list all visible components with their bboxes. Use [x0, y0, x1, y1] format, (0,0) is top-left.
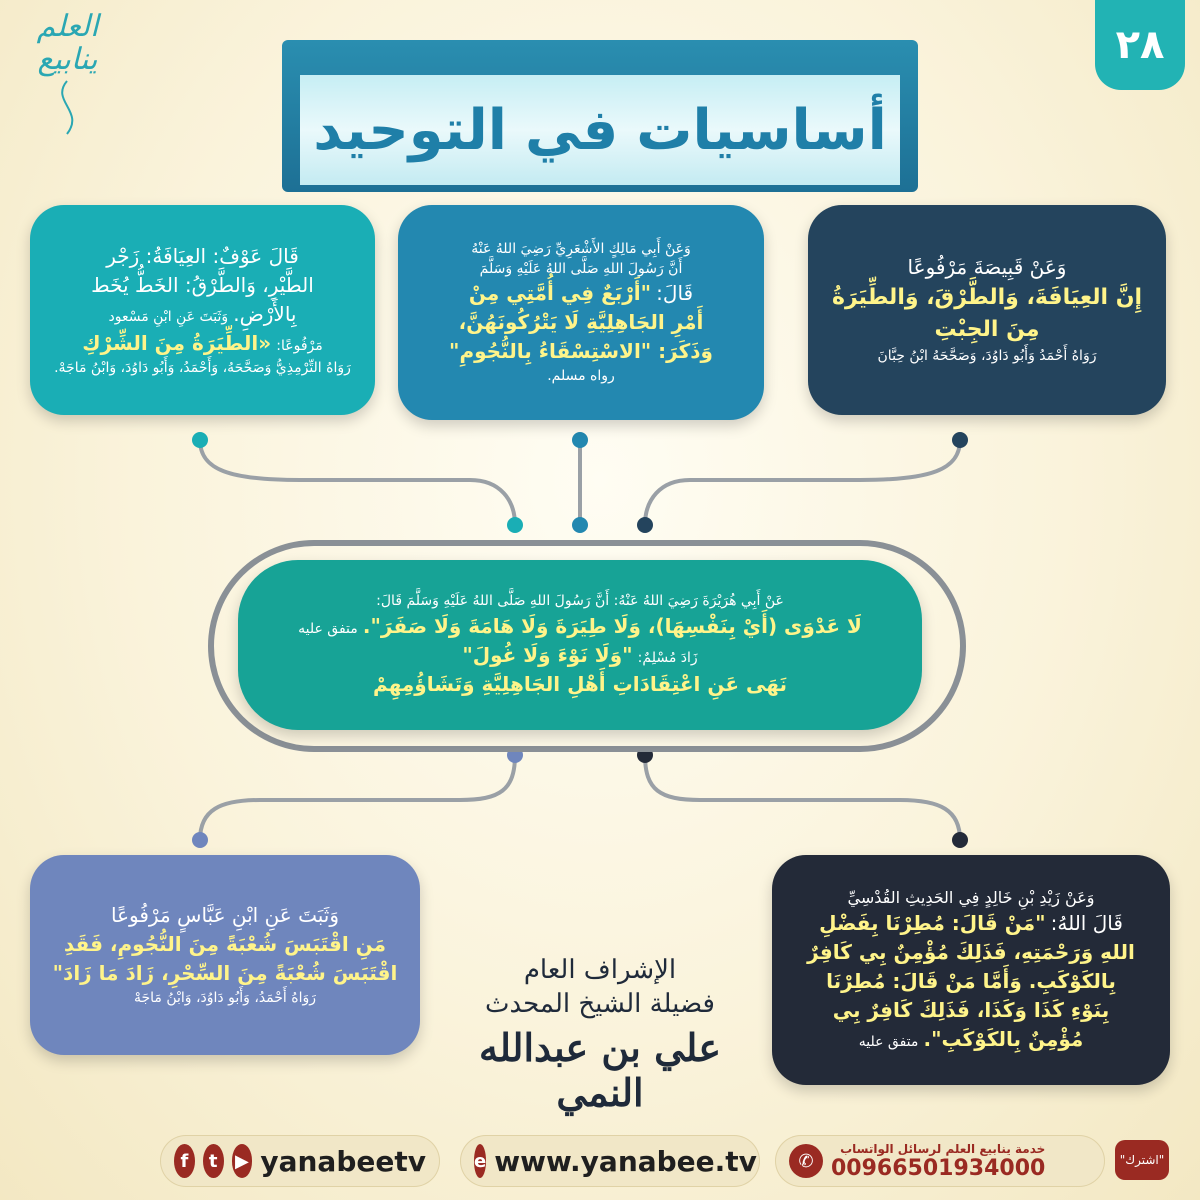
box-highlight: مَنِ اقْتَبَسَ شُعْبَةً مِنَ النُّجُومِ، فَقَدِ	[63, 932, 387, 957]
hadith-box-top-mid	[398, 205, 764, 420]
box-line: وَثَبَتَ عَنِ ابْنِ مَسْعود	[108, 308, 229, 325]
footer	[160, 1135, 1180, 1190]
dot-center-2	[572, 517, 588, 533]
box-line: أَنَّ رَسُولَ اللهِ صَلَّى اللهُ عَلَيْهِ وَسَلَّمَ	[479, 260, 683, 277]
dot-bottom-left	[192, 832, 208, 848]
box-highlight: لَا عَدْوَى (أَيْ بِنَفْسِهَا)، وَلَا طِيَرَةَ وَلَا هَامَةَ وَلَا صَفَرَ".	[362, 613, 862, 638]
box-citation: متفق عليه	[858, 1034, 919, 1051]
box-citation: رواه مسلم.	[547, 368, 615, 385]
hadith-box-center	[238, 560, 922, 730]
box-highlight: "أَرْبَعٌ فِي أُمَّتِي مِنْ	[468, 281, 652, 306]
hadith-box-bottom-left	[30, 855, 420, 1055]
box-line: الطَّيْرِ، وَالطَّرْقُ: الخَطُّ يُخَط	[91, 272, 314, 297]
box-line: قَالَ عَوْفٌ: العِيَافَةُ: زَجْر	[106, 243, 299, 268]
box-highlight: بِالكَوْكَبِ. وَأَمَّا مَنْ قَالَ: مُطِرْنَا	[826, 969, 1116, 994]
box-highlight: اللهِ وَرَحْمَتِهِ، فَذَلِكَ مُؤْمِنٌ بِي كَافِرٌ	[807, 940, 1135, 965]
whatsapp-phone[interactable]: 00966501934000	[831, 1155, 1046, 1181]
whatsapp-info	[831, 1142, 1045, 1181]
dot-top-mid	[572, 432, 588, 448]
box-highlight: إِنَّ العِيَافَةَ، وَالطَّرْقَ، وَالطِّيَرَةُ	[831, 285, 1143, 311]
box-line: بِالأَرْضِ.	[233, 301, 297, 326]
hadith-box-top-right	[808, 205, 1166, 415]
box-line: قَالَ:	[656, 281, 694, 306]
supervisor-signature	[450, 955, 750, 1115]
box-highlight: وَذَكَرَ: "الاسْتِسْقَاءُ بِالنُّجُومِ"	[449, 339, 713, 364]
twitter-icon[interactable]: t	[203, 1144, 224, 1178]
page-number: ٢٨	[1095, 0, 1185, 90]
website-link[interactable]: www.yanabee.tv	[494, 1144, 757, 1178]
title-word-2: في	[524, 97, 619, 163]
hadith-box-top-left	[30, 205, 375, 415]
logo-line-1: العلم	[36, 9, 99, 44]
box-line: قَالَ اللهُ:	[1050, 911, 1123, 936]
box-highlight: اقْتَبَسَ شُعْبَةً مِنَ السِّحْرِ، زَادَ مَا زَادَ"	[52, 961, 398, 986]
box-highlight: مِنَ الجِبْتِ	[934, 317, 1040, 343]
hadith-box-bottom-right	[772, 855, 1170, 1085]
box-line: وَثَبَتَ عَنِ ابْنِ عَبَّاسٍ مَرْفُوعًا	[111, 903, 339, 928]
box-highlight: أَمْرِ الجَاهِلِيَّةِ لَا يَتْرُكُونَهُنَّ،	[458, 310, 704, 335]
box-citation: رَوَاهُ التِّرْمِذِيُّ وَصَحَّحَهُ، وَأَحْمَدُ، وَأَبُو دَاوُدَ، وَابْنُ مَاجَهْ.	[54, 359, 351, 376]
box-citation: متفق عليه	[298, 620, 358, 637]
social-pill	[160, 1135, 440, 1187]
box-highlight: «الطِّيَرَةُ مِنَ الشِّرْكِ	[82, 330, 272, 355]
title-word-3: التوحيد	[313, 97, 507, 163]
box-citation: رَوَاهُ أَحْمَدُ وَأَبُو دَاوُدَ، وَصَحَّحَهُ ابْنُ حِبَّانَ	[877, 348, 1097, 365]
web-icon[interactable]: e	[474, 1144, 486, 1178]
box-line: وَعَنْ زَيْدِ بْنِ خَالِدٍ فِي الحَدِيثِ القُدْسِيِّ	[847, 887, 1095, 907]
box-citation: رَوَاهُ أَحْمَدُ، وَأَبُو دَاوُدَ، وَابْنُ مَاجَهْ	[133, 990, 317, 1007]
website-pill	[460, 1135, 760, 1187]
social-handle[interactable]: yanabeetv	[260, 1144, 426, 1178]
signature-line-3: علي بن عبدالله النمي	[478, 1025, 722, 1115]
box-highlight: بِنَوْءِ كَذَا وَكَذَا، فَذَلِكَ كَافِرٌ بِي	[832, 998, 1110, 1023]
logo-line-2: ينابيع	[37, 42, 98, 77]
dot-top-left	[192, 432, 208, 448]
dot-top-right	[952, 432, 968, 448]
youtube-icon[interactable]: ▶	[232, 1144, 253, 1178]
facebook-icon[interactable]: f	[174, 1144, 195, 1178]
box-line: عَنْ أَبِي هُرَيْرَةَ رَضِيَ اللهُ عَنْهُ: أَنَّ رَسُولَ اللهِ صَلَّى اللهُ عَلَيْهِ وَسَلَّمَ قَالَ:	[376, 593, 784, 610]
signature-line-2: فضيلة الشيخ المحدث	[485, 989, 715, 1019]
whatsapp-pill	[775, 1135, 1105, 1187]
box-highlight: نَهَى عَنِ اعْتِقَادَاتِ أَهْلِ الجَاهِلِيَّةِ وَتَشَاؤُمِهِمْ	[373, 671, 787, 696]
whatsapp-icon[interactable]: ✆	[789, 1144, 823, 1178]
dot-center-1	[507, 517, 523, 533]
whatsapp-label: خدمة ينابيع العلم لرسائل الواتساب	[840, 1141, 1046, 1156]
box-line: وَعَنْ أَبِي مَالِكٍ الأَشْعَرِيِّ رَضِيَ اللهُ عَنْهُ	[471, 240, 691, 257]
box-highlight: مُؤْمِنٌ بِالكَوْكَبِ".	[923, 1027, 1084, 1052]
dot-bottom-right	[952, 832, 968, 848]
signature-line-1: الإشراف العام	[523, 955, 677, 985]
box-line: زَادَ مُسْلِمٌ:	[637, 649, 698, 666]
subscribe-badge[interactable]: "اشترك"	[1115, 1140, 1169, 1180]
title-word-1: أساسيات	[636, 97, 887, 163]
box-highlight: "مَنْ قَالَ: مُطِرْنَا بِفَضْلِ	[819, 911, 1046, 936]
box-highlight: "وَلَا نَوْءَ وَلَا غُولَ"	[462, 642, 633, 667]
box-line: مَرْفُوعًا:	[276, 337, 323, 354]
dot-center-3	[637, 517, 653, 533]
box-line: وَعَنْ قَبِيصَةَ مَرْفُوعًا	[907, 255, 1067, 280]
